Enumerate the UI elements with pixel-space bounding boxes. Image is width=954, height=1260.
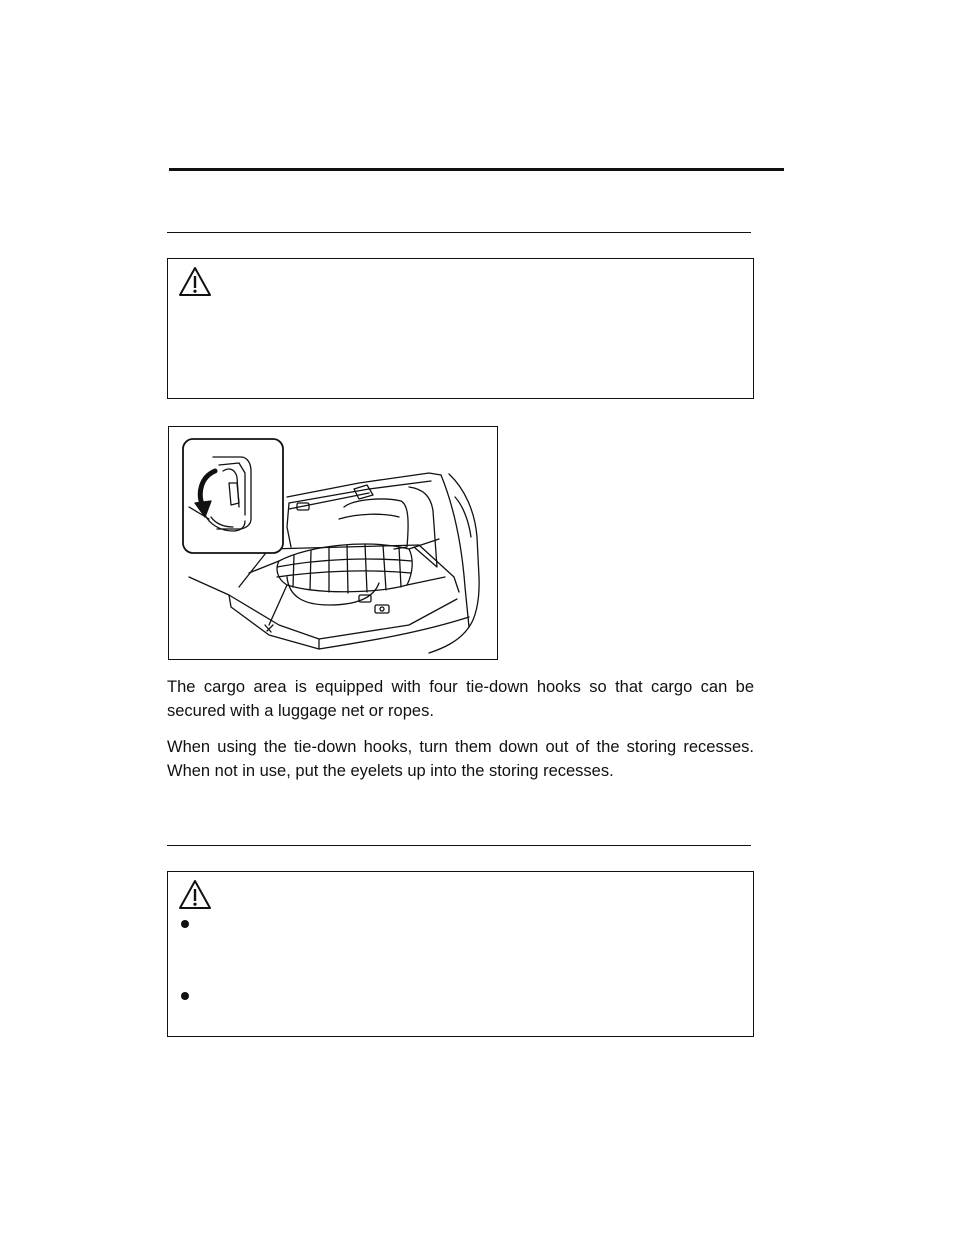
cargo-area-drawing (169, 427, 497, 659)
section-rule-2 (167, 845, 751, 846)
cargo-area-description: The cargo area is equipped with four tie-down hooks so that cargo can be secured with a luggage net or ropes. (167, 678, 754, 720)
warning-box-2 (167, 871, 754, 1037)
tie-down-usage-description: When using the tie-down hooks, turn them down out of the storing recesses. When not in use, put the eyelets up into the storing recesses. (167, 738, 754, 780)
warning-triangle-icon (178, 266, 212, 298)
section-rule-1 (167, 232, 751, 233)
bullet-dot (181, 920, 189, 928)
cargo-tie-down-illustration (168, 426, 498, 660)
bullet-dot (181, 992, 189, 1000)
warning-box-1 (167, 258, 754, 399)
warning-triangle-icon (178, 879, 212, 911)
page-header-rule (169, 168, 784, 171)
